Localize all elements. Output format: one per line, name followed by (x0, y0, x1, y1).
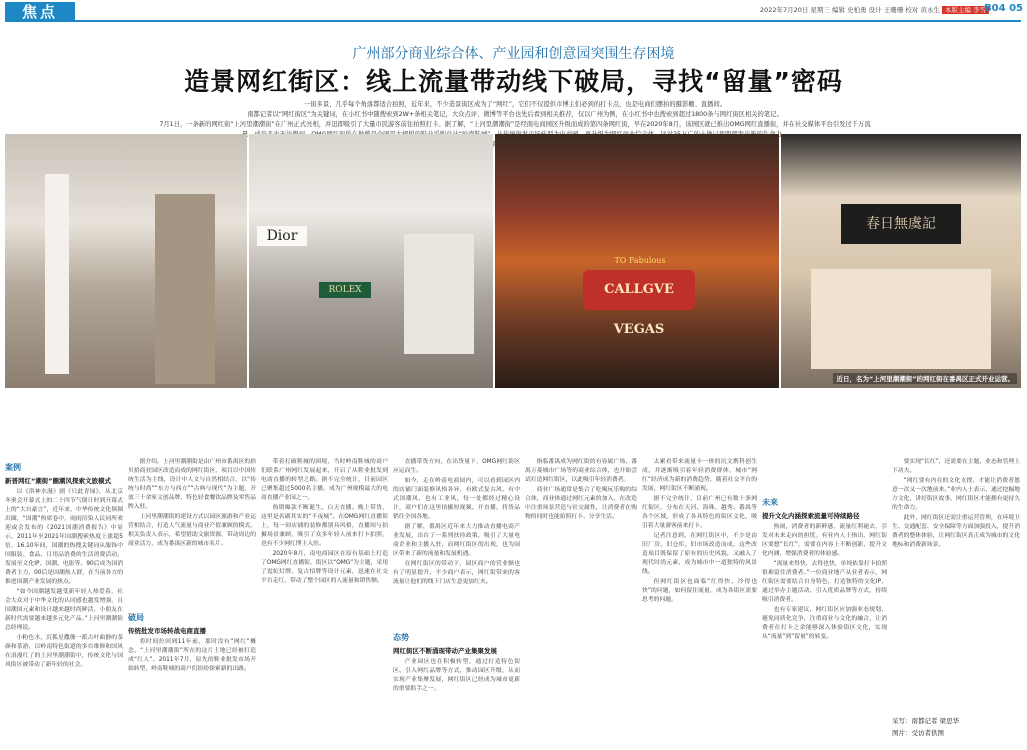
body-paragraph: 热销爆款不断诞生，白天直播、晚上带货，这里是名副其实的“不夜城”。在OMG网红直播街上，每一间店铺的装修都别具风格，直播间与拍摄场景兼顾，吸引了众多年轻人前来打卡拍照，也有不少网红博主入驻。 (261, 505, 388, 547)
masthead (0, 0, 1027, 22)
body-paragraph: 直播带货方向，在出货量下，OMG网红街区应运而生。 (393, 459, 520, 474)
photo-caption: 近日，名为“上河里潮潮街”的网红街在番禺区正式开业运营。 (833, 373, 1017, 384)
body-paragraph: 此外，网红街区还需注重运营管理，在环境卫生、交通配套、安全保障等方面加强投入，提升消费者的整体体验，让网红街区真正成为城市的文化地标和消费新场景。 (892, 515, 1020, 548)
photo-strip (5, 134, 1021, 388)
case-title: 新晋网红“潮街”圈潮风探索文旅模式 (5, 477, 112, 485)
body-paragraph: 2020年8月，南电商园区在原有基础上打造了OMG网红直播街，街区以“OMG”为主题，采用了霓虹灯牌、复古招牌等设计元素，迅速在社交平台走红，带动了整个园区的人流量和销售额。 (261, 551, 388, 584)
trend-title: 网红街区不断涌现带动产业集聚发展 (393, 647, 497, 655)
photo-luxury-street (249, 134, 493, 388)
body-paragraph: 小粉色水，沉狐星撒像一派古叶曲静的茶颜和茶游，以岭南特色街道的多台维修和国风在浪漫红了的上河里潮潮街中，传统文化与国风街区被带动了新年轻的社会。 (5, 635, 123, 668)
body-column (892, 458, 1020, 713)
body-paragraph: 太累看带来流量卡一体的沉文携科创生成，并逐渐吸引着年轻消费群体，城市“网红”经济成为新的消费趋势，随着社交平台的发展，网红街区不断涌现。 (642, 459, 757, 492)
body-paragraph: 商业广场通常是集合了吃喝玩乐购的综合体，商业体通过网红元素的加入，在改造中注重场景营造与社交属性，让消费者在购物的同时也能拍照打卡、分享生活。 (525, 487, 637, 520)
future-label: 未来 (762, 498, 778, 507)
body-paragraph: “如今国潮越发越受新年轻人热爱着，社会大众对于中华文化的认同感也越发增强，且国潮国元素和设计越来越时尚鲜活，小朋友在新时代需要越来越多元化产品。”上河里潮潮街总经理说。 (5, 589, 123, 631)
body-paragraph: 在网红街区的带动下，园区商户的营业额也有了明显提升，不少商户表示，网红街带来的客流量让他们的线下门店生意更加红火。 (393, 561, 520, 585)
body-paragraph: 以《浴神水漫》剧《只此青绿》，从北京冬奥会开幕式上的二十四节气倒计时到开幕式上的“大自豪言”，近年来，中华传统文化频频出圈，“国潮”热席卷中，雨雨渲染人民同所欢迎或会发布的《2021国潮消费报告》中显示，2011年至2021年国潮搜索热度上涨超5倍，16.10年间，国潮的热搜关键词从服饰中国服装、食品、日用品消费的生活消费活动，发展至文化IP、国潮、电影等。90后成为国消费者主力，00后是国潮热人群，在当前各方的推进国潮产业发展的热点。 (5, 489, 123, 585)
body-paragraph: 热闹，消费者的新鲜感，流量红利褪去，引发对未来走向的担忧。有业内人士指出，网红街区要想“长红”，需要在内容上不断创新，提升文化内涵，增强消费者的体验感。 (762, 524, 887, 557)
reporter-credit: 采写：南都记者 梁思华 (892, 717, 960, 725)
fixing-title: 传统批发市场转战电商直播 (128, 627, 206, 635)
body-column (128, 458, 256, 608)
body-column (5, 488, 123, 746)
page-number: B04 05 (984, 3, 1023, 14)
body-column (525, 458, 637, 746)
body-paragraph: 产业园区也在积极转型，通过打造特色街区、引入网红品牌等方式，推动园区升级，从而实现产业集聚发展，网红街区已经成为城市更新的重要抓手之一。 (393, 659, 520, 692)
body-paragraph: 将时间拉回到11年前，那时没有“网红”概念，“上河里潮潮街”所在的这片土地已经被打造成“红人”。2011年7月，原先的鞋业批发市场开始转型，岭南鞋城的商户们纷纷探索新的出路。 (128, 639, 256, 672)
photo-shopfront (781, 134, 1021, 388)
body-column (261, 458, 388, 746)
edition-tag: 本版主编 李雪 (942, 6, 989, 14)
article-headline: 造景网红街区：线上流量带动线下破局，寻找“留量”密码 (184, 67, 843, 96)
future-title: 提升文化内涵探索流量可持续路径 (762, 512, 860, 520)
dior-sign: Dior (257, 226, 307, 246)
body-paragraph: 要实现“长红”，还需要在主题、业态和管理上下功夫。 (892, 459, 1020, 474)
body-column (642, 458, 757, 746)
section-tag: 焦点 (5, 2, 75, 22)
body-paragraph: “流量来得快，去得也快，单纯依靠打卡拍照很难留住消费者。”一位商业地产从业者表示，网红街区需要结合自身特色，打造独特的文化IP，通过举办主题活动、引入优质品牌等方式，持续吸引消费者。 (762, 561, 887, 603)
photo-neon-street (495, 134, 779, 388)
dateline (760, 5, 989, 14)
neon-sign-main: CALLGVE VEGAS (583, 270, 695, 310)
body-column (762, 523, 887, 746)
dateline-text: 2022年7月20日 星期三 编辑 史柏勇 设计 王珊珊 校对 黄永生 (759, 6, 940, 14)
fixing-label: 破局 (128, 613, 144, 622)
body-paragraph: 记者注意到，在网红街区中，不少是由旧厂房、旧仓库、旧市场改造而成，这些改造项目既保留了原有的历史风貌，又融入了现代时尚元素，成为城市中一道独特的风景线。 (642, 533, 757, 575)
body-column (128, 638, 256, 746)
body-column (393, 658, 520, 746)
lead-paragraph: 南都记者以“网红街区”为关键词，在小红书中随搜索到2W+条相关笔记，大众点评、微博等平台也先后看到相关推荐，仅以广州为例，在小红书中也搜索到超过1800条与网红街区相关的笔记。 (247, 111, 783, 118)
lead-paragraph: 7月1日，一条新的网红街“上河里潮潮街”在广州正式亮相，并迅即吸引了大量市民游客前往拍照打卡。据了解，“上河里潮潮街”是经南电商园区升级而成的第四条网红街，早在2020年8月，该园区就已推出OMG网红直播街，并在社交媒体平台引发过千万流 ， (159, 121, 871, 138)
photo-credit: 图片：受访者供图 (892, 729, 944, 737)
trend-label: 态势 (393, 633, 409, 642)
body-paragraph: 指临番禺成为网红街的有容属广场、番禺万菱城市广场等的商业综合体，也开始尝试打造网红街区，以此吸引年轻消费者。 (525, 459, 637, 483)
shop-signboard: 春日無虞記 (841, 204, 961, 244)
body-paragraph: 据不完全统计，目前广州已有数十条网红街区，分布在天河、海珠、越秀、番禺等各个区域，形成了各具特色的街区文化，吸引着大量游客前来打卡。 (642, 496, 757, 529)
storefront-shape (155, 194, 215, 384)
body-paragraph: 据了解，番禺区近年来大力推动直播电商产业发展，出台了一系列扶持政策，吸引了大量电商企业和主播入驻，而网红街区的出现，也为园区带来了新的流量和发展机遇。 (393, 524, 520, 557)
pillar-shape (45, 174, 69, 374)
body-paragraph: 据介绍，上河里潮潮街是由广州市番禺区的拾贝拾商业园区改造而成的网红街区，项目以中国传统生活为主线，设计中人文与自然相结合，以“传统与时尚”“东方与西方”“古典与现代”为主题，开放三十余家文创品牌、特色轻食餐饮品牌及零售品牌入驻。 (128, 459, 256, 510)
masthead-rule (75, 20, 1021, 22)
body-paragraph: “网红要有内在的文化支撑，才能让消费者愿意一次又一次地前来。”业内人士表示，通过挖掘地方文化，讲好街区故事，网红街区才能拥有更持久的生命力。 (892, 478, 1020, 511)
body-paragraph: 如今，走在岭南电商园内，可以看到园区内的店铺门面装修风格各异，有欧式复古风、有中式国潮风、也有工业风，每一处都经过精心设计，商户们在这里拍摄短视频、开直播，将货品销往全国各地。 (393, 478, 520, 520)
rolex-sign: ROLEX (319, 282, 371, 298)
shop-window-shape (811, 269, 991, 369)
lead-paragraph: 一街多景、几乎每个角落都适合拍照，近年来，不少造景街区成为了“网红”，它们不仅提供市博主们必到的打卡点，也是电商们摆拍的摄影棚、直播间。 (303, 101, 727, 108)
body-paragraph: 也有专家建议，网红街区应加强业态规划，避免同质化竞争，注重商业与文化的融合，让消费者在打卡之余能够深入体验街区文化，实现从“流量”到“留量”的转变。 (762, 607, 887, 640)
photo-mall-atrium (5, 134, 247, 388)
body-column (393, 458, 520, 628)
article-subhead: 广州部分商业综合体、产业园和创意园突围生存困境 (352, 46, 675, 62)
case-label: 案例 (5, 463, 21, 472)
neon-sign-top: TO Fabulous (614, 256, 666, 265)
building-shape (404, 234, 474, 354)
body-paragraph: 但网红街区也面临“红得快、冷得也快”的问题，如何留住流量，成为各街区需要思考的问题。 (642, 579, 757, 603)
body-paragraph: 上河里潮潮街的建设方式以园区旅游和产业运营相结合，打造人气流量与商业产值兼顾的模式，相关负责人表示，希望借助文旅资源，带动周边的商业活力，成为番禺区新的城市名片。 (128, 514, 256, 547)
body-paragraph: 带着打破鞋城的困境，当时岭南鞋城的商户们联系广州网红发展起来，开启了从鞋业批发到电商直播的转型之路。据不完全统计，目前园区已聚集超过5000名主播，成为广州规模最大的电商直播产业园之一。 (261, 459, 388, 501)
